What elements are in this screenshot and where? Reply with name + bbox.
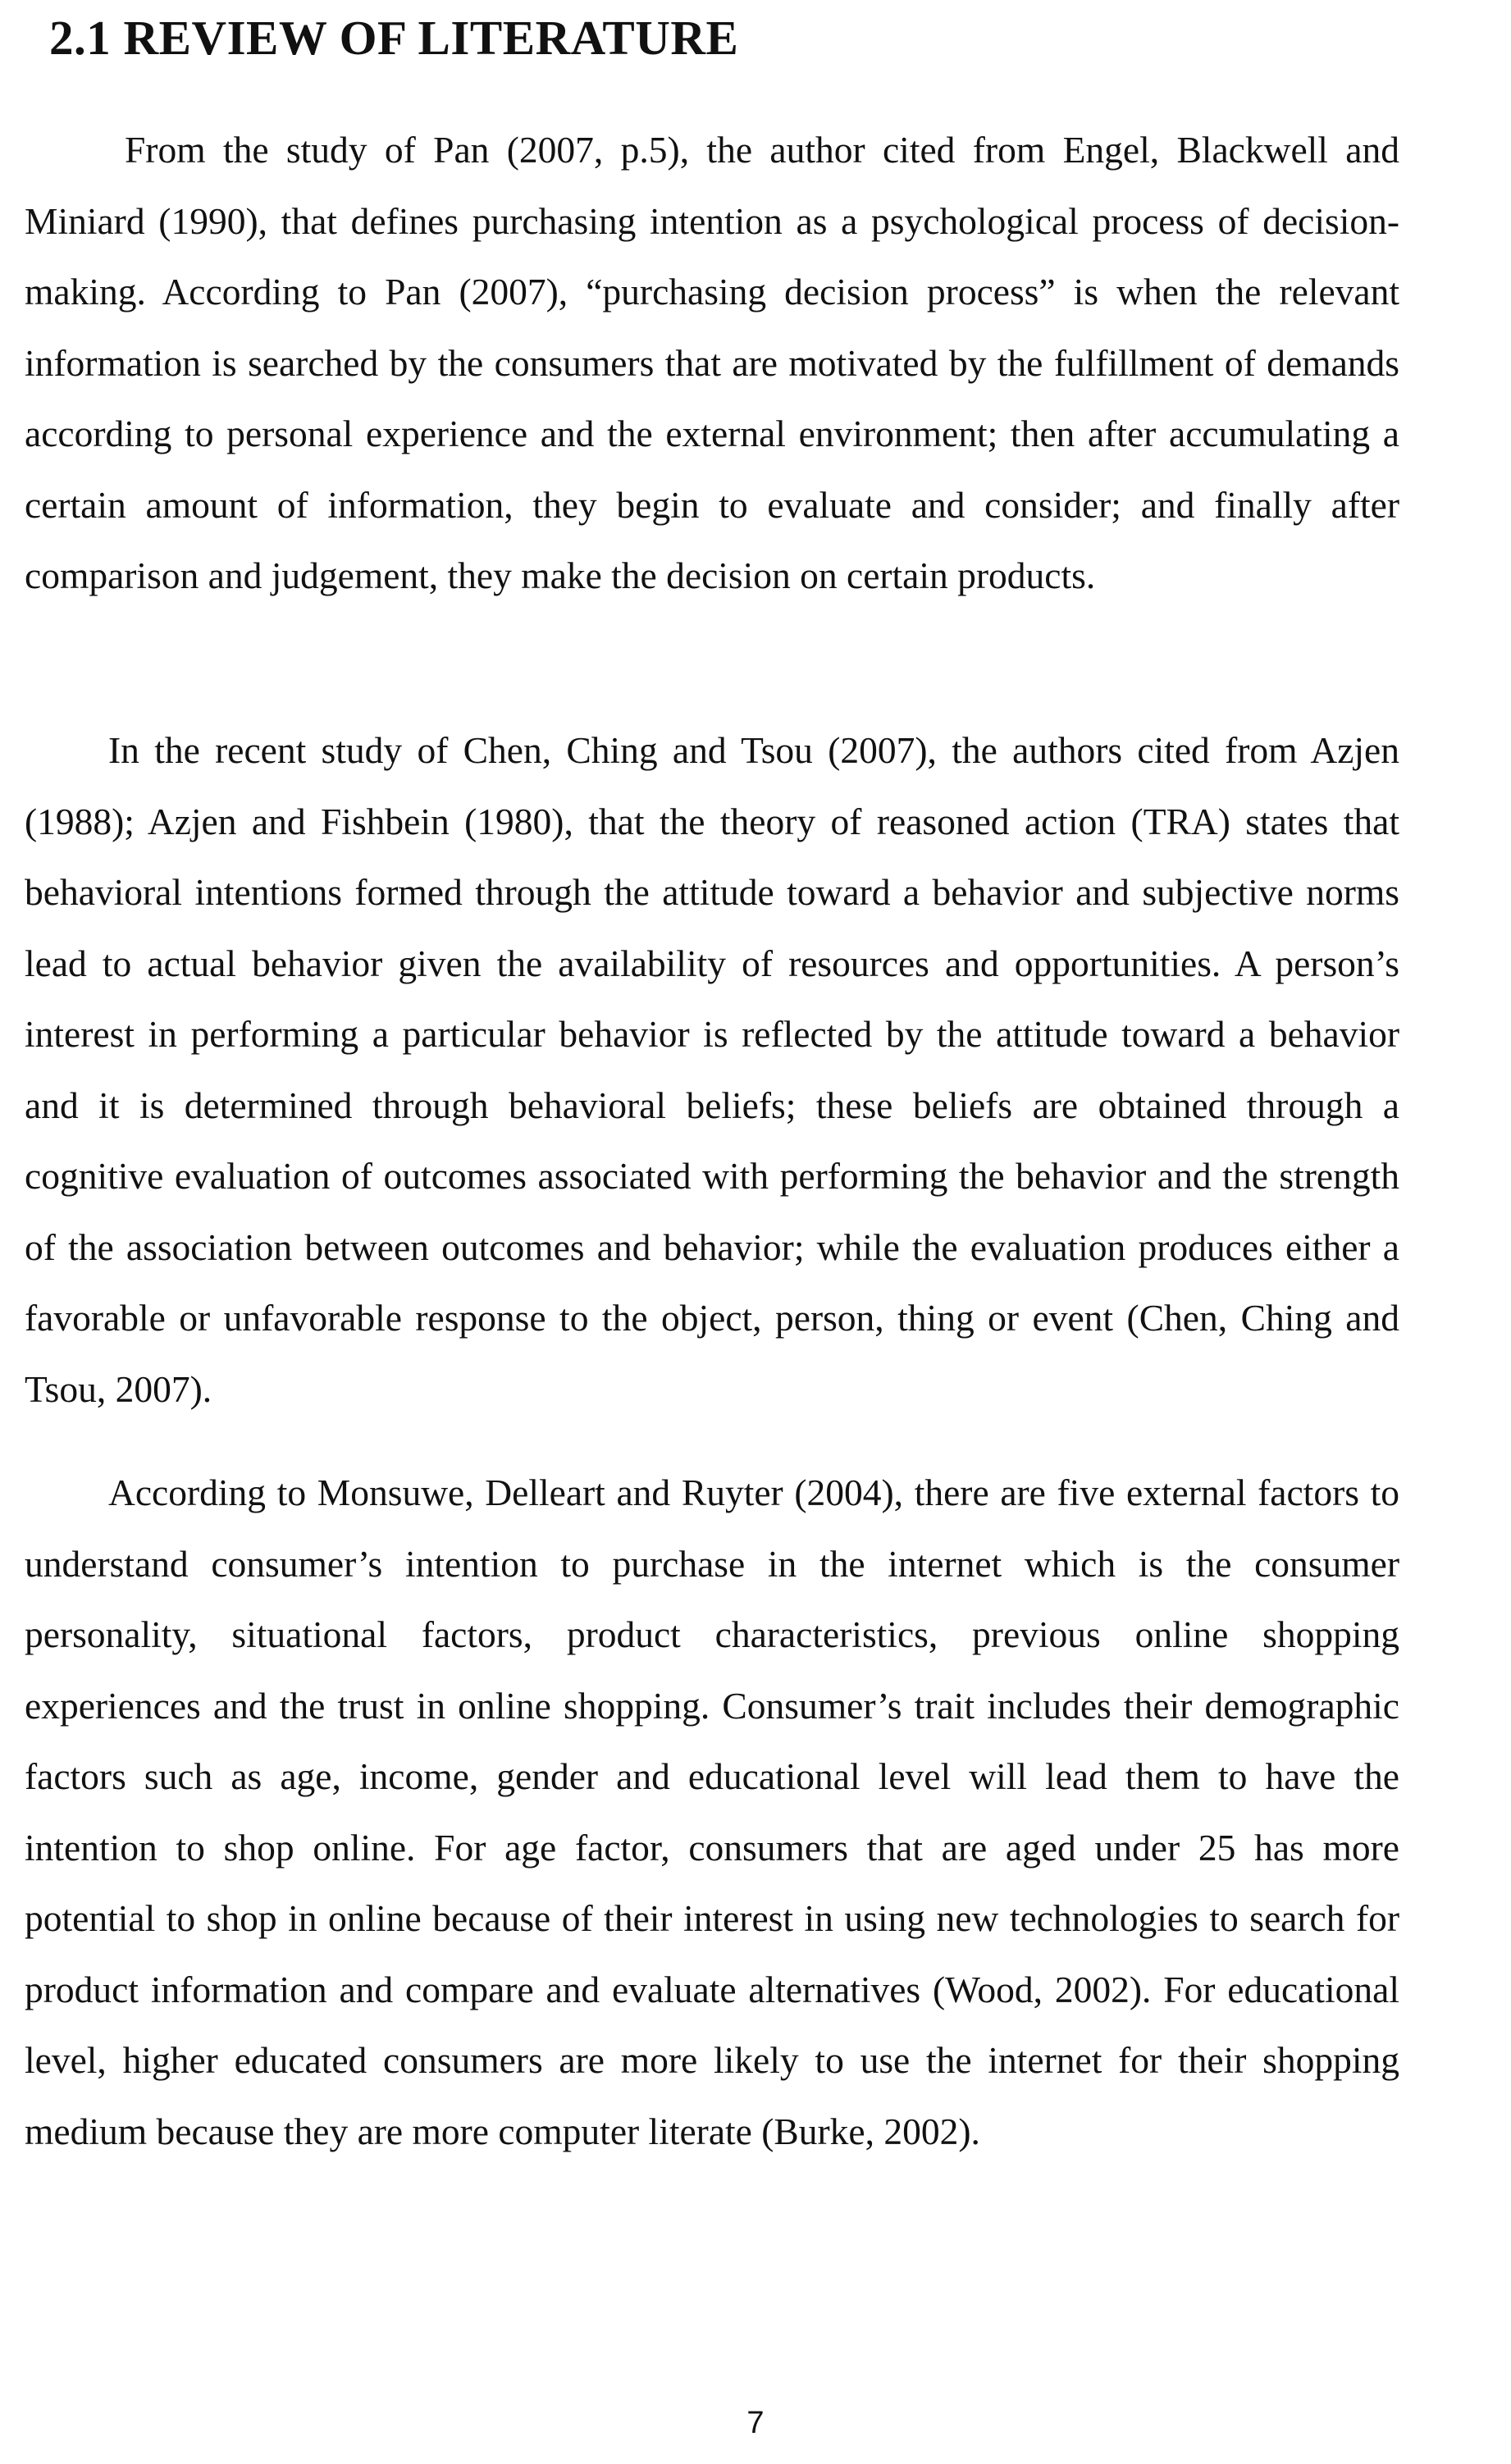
paragraph-theory-of-reasoned-action: In the recent study of Chen, Ching and Tsou (2007), the authors cited from Azjen (1988); Azjen and Fishbein (1980), that the theory of reasoned action (TRA) states that behavioral intentions formed through the attitude toward a behavior and subjective norms lead to actual behavior given the availability of resources and opportunities. A person’s interest in performing a particular behavior is reflected by the attitude toward a behavior and it is determined through behavioral beliefs; these beliefs are obtained through a cognitive evaluation of outcomes associated with performing the behavior and the strength of the association between outcomes and behavior; while the evaluation produces either a favorable or unfavorable response to the object, person, thing or event (Chen, Ching and Tsou, 2007). [25,729,1399,1410]
paragraph-purchasing-intention: From the study of Pan (2007, p.5), the author cited from Engel, Blackwell and Miniard (1990), that defines purchasing intention as a psychological process of decision-making. According to Pan (2007), “purchasing decision process” is when the relevant information is searched by the consumers that are motivated by the fulfillment of demands according to personal experience and the external environment; then after accumulating a certain amount of information, they begin to evaluate and consider; and finally after comparison and judgement, they make the decision on certain products. [25,129,1399,596]
page-number: 7 [746,2406,765,2440]
paragraph-external-factors: According to Monsuwe, Delleart and Ruyter (2004), there are five external factors to understand consumer’s intention to purchase in the internet which is the consumer personality, situational factors, product characteristics, previous online shopping experiences and the trust in online shopping. Consumer’s trait includes their demographic factors such as age, income, gender and educational level will lead them to have the intention to shop online. For age factor, consumers that are aged under 25 has more potential to shop in online because of their interest in using new technologies to search for product information and compare and evaluate alternatives (Wood, 2002). For educational level, higher educated consumers are more likely to use the internet for their shopping medium because they are more computer literate (Burke, 2002). [25,1472,1399,2152]
section-heading: 2.1 REVIEW OF LITERATURE [49,11,739,65]
